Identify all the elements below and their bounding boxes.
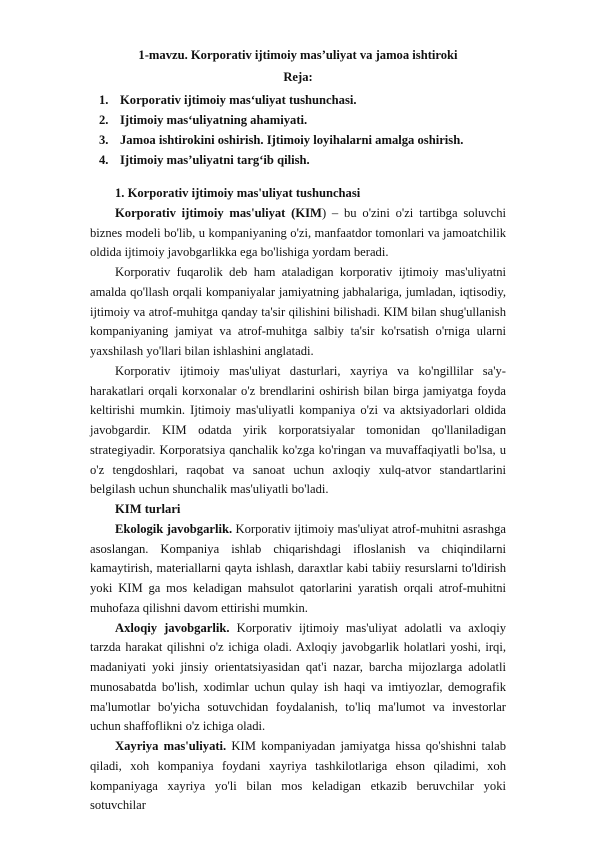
plan-item [99,152,463,172]
plan-item-text: Ijtimoiy mas’uliyatni targ‘ib qilish. [120,153,310,167]
paragraph-philanthropic [90,737,506,816]
plan-item-text: Korporativ ijtimoiy mas‘uliyat tushunchasi. [120,93,357,107]
plan-item [99,92,463,112]
plan-label: Reja: [283,70,313,84]
paragraph-environmental [90,520,506,619]
document-body [90,184,506,816]
plan-item [99,112,463,132]
plan-item [99,132,463,152]
paragraph-text: KIM kompaniyadan jamiyatga hissa qo'shishni talab qiladi, xoh kompaniya foydani xayriya tashkilotlariga ehson qiladimi, xoh kompaniyaga xayriya yo'li bilan mos keladigan etkazib beruvchilar yoki sotuvchilar [90,739,506,813]
term-bold: Axloqiy javobgarlik. [115,620,230,635]
plan-item-number: 1. [99,93,109,107]
paragraph-ethical [90,619,506,738]
term-bold: Xayriya mas'uliyati. [115,739,227,753]
plan-item-number: 2. [99,113,109,127]
paragraph-text: Korporativ ijtimoiy mas'uliyat atrof-muhitni asrashga asoslangan. Kompaniya ishlab chiqarishdagi ifloslanish va chiqindilarni kamaytirish, materiallarni qayta ishlash, daraxtlar kabi tabiiy resurslarni to'ldirish yoki KIM ga mos keladigan mahsulot qatorlarini yaratish orqali atrof-muhitni muhofaza qilishni davom ettirishi mumkin. [90,521,506,615]
plan-item-number: 3. [99,133,109,147]
section-heading: 1. Korporativ ijtimoiy mas'uliyat tushunchasi [115,186,361,200]
plan-item-text: Jamoa ishtirokini oshirish. Ijtimoiy loyihalarni amalga oshirish. [120,133,464,147]
paragraph-text: Korporativ ijtimoiy mas'uliyat adolatli va axloqiy tarzda harakat qilishni o'z ichiga oladi. Axloqiy javobgarlik holatlari yoshi, irqi, madaniyati yoki jinsiy orientatsiyasidan qat'i nazar, barcha mijozlarga adolatli munosabatda bo'lish, xodimlar uchun qulay ish haqi va imtiyozlar, demografik ma'lumotlar bo'yicha sotuvchidan foydalanish, to'liq ma'lumot va investorlar uchun shaffoflikni o'z ichiga oladi. [90,620,507,734]
paragraph-citizenship: Korporativ fuqarolik deb ham ataladigan korporativ ijtimoiy mas'uliyatni amalda qo'llash orqali kompaniyalar jamiyatning jabhalariga, jumladan, iqtisodiy, ijtimoiy va atrof-muhitga qanday ta'sir qilishini bilishadi. KIM bilan shug'ullanish kompaniyaning jamiyat va atrof-muhitga salbiy ta'sir ko'rsatish o'rniga ularni yaxshilash yo'llari bilan ishlashini anglatadi. [90,265,506,358]
subsection-heading: KIM turlari [115,502,181,516]
plan-item-number: 4. [99,153,109,167]
plan-list [99,92,463,172]
document-title: 1-mavzu. Korporativ ijtimoiy mas’uliyat va jamoa ishtiroki [138,48,458,62]
plan-item-text: Ijtimoiy mas‘uliyatning ahamiyati. [120,113,308,127]
term-bold: Ekologik javobgarlik. [115,521,233,536]
paragraph-definition [90,204,506,263]
paragraph-programs: Korporativ ijtimoiy mas'uliyat dasturlari, xayriya va ko'ngillilar sa'y-harakatlari orqali korxonalar o'z brendlarini oshirish bilan birga jamiyatga foyda keltirishi mumkin. Ijtimoiy mas'uliyatli kompaniya o'zi va aktsiyadorlari oldida javobgardir. KIM odatda yirik korporatsiyalar tomonidan qo'llaniladigan strategiyadir. Korporatsiya qanchalik ko'zga ko'ringan va muvaffaqiyatli bo'lsa, u o'z tengdoshlari, raqobat va sanoat uchun axloqiy xulq-atvor standartlarini belgilash uchun shunchalik mas'uliyatli bo'ladi. [90,363,506,497]
paragraph-text: ) – bu o'zini o'zi tartibga soluvchi biznes modeli bo'lib, u kompaniyaning o'zi, manfaatdor tomonlari va jamoatchilik oldida ijtimoiy javobgarlikka ega bo'lishiga yordam beradi. [90,205,506,260]
term-bold: Korporativ ijtimoiy mas'uliyat (KIM [115,205,322,220]
